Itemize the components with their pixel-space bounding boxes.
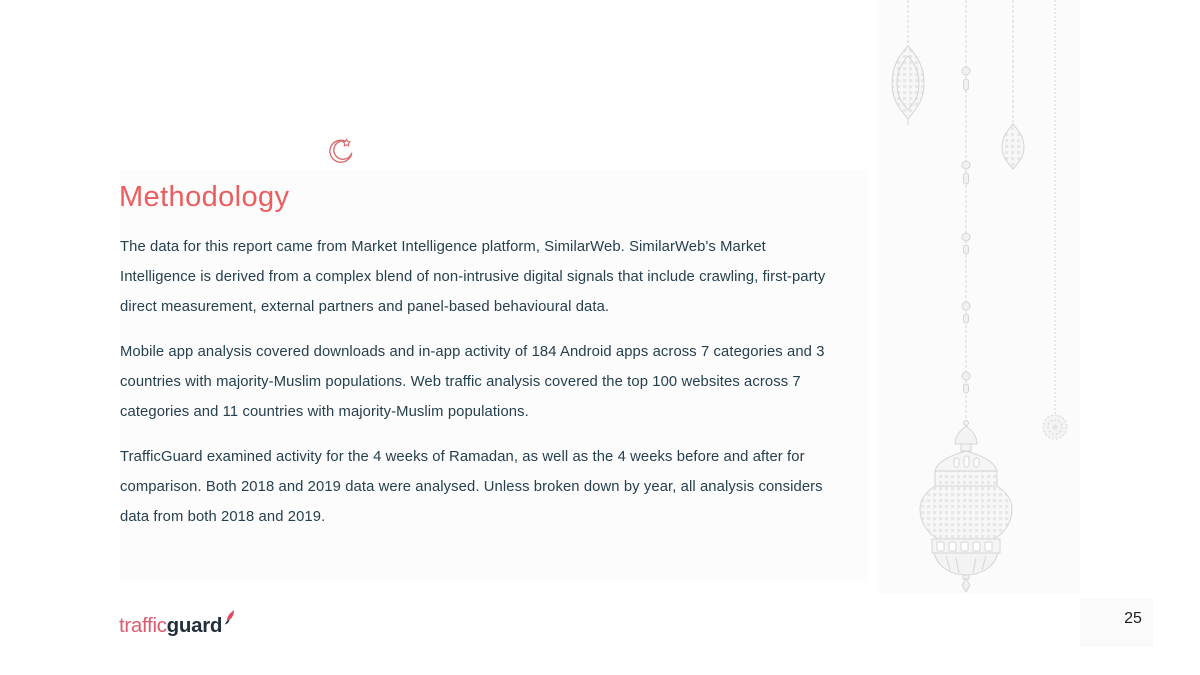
body-copy bbox=[120, 232, 838, 547]
paragraph-time-period: TrafficGuard examined activity for the 4 weeks of Ramadan, as well as the 4 weeks before and after for comparison. Both 2018 and 2019 data were analysed. Unless broken down by year, all analysis considers data from both 2018 and 2019. bbox=[120, 449, 823, 525]
lantern-panel bbox=[878, 0, 1080, 593]
logo-guard: guard bbox=[166, 614, 223, 637]
logo-text bbox=[119, 614, 222, 638]
trafficguard-logo bbox=[119, 608, 235, 638]
crescent-moon-star-icon bbox=[326, 136, 354, 166]
paragraph-analysis-scope: Mobile app analysis covered downloads and in-app activity of 184 Android apps across 7 categories and 3 countries with majority-Muslim populations. Web traffic analysis covered the top 100 websites across 7 categories and 11 countries with majority-Muslim populations. bbox=[120, 344, 825, 420]
trafficguard-flame-icon bbox=[223, 610, 235, 625]
paragraph-data-source: The data for this report came from Market Intelligence platform, SimilarWeb. SimilarWeb's Market Intelligence is derived from a complex blend of non-intrusive digital signals that include crawling, first-party direct measurement, external partners and panel-based behavioural data. bbox=[120, 239, 826, 315]
page-number: 25 bbox=[1124, 610, 1142, 627]
hanging-lanterns-icon bbox=[878, 0, 1080, 593]
page-title: Methodology bbox=[119, 181, 290, 213]
logo-traffic: traffic bbox=[119, 614, 167, 637]
